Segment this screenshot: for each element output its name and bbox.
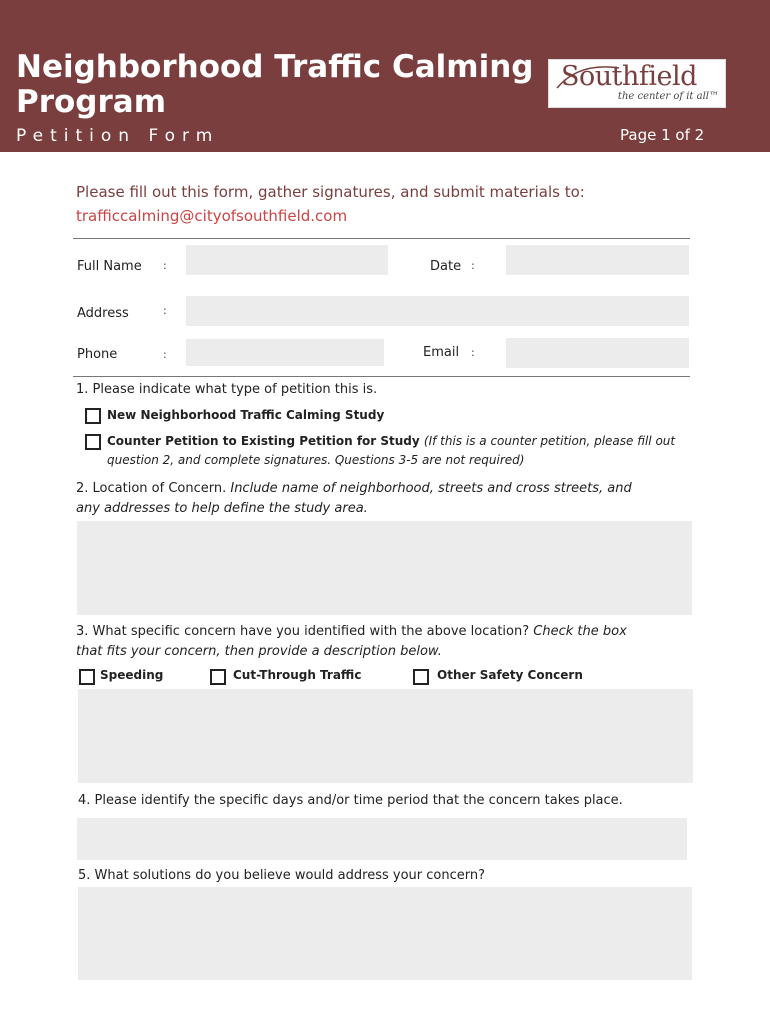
question-2-lead: 2. Location of Concern. xyxy=(76,481,227,496)
date-label: Date xyxy=(430,259,462,274)
divider xyxy=(73,376,690,377)
logo-tagline: the center of it all™ xyxy=(617,91,719,102)
counter-petition-note-continued: question 2, and complete signatures. Questions 3-5 are not required) xyxy=(107,453,525,467)
other-safety-concern-label: Other Safety Concern xyxy=(437,668,583,682)
colon: : xyxy=(163,348,167,361)
time-period-field[interactable] xyxy=(77,818,687,860)
question-3-instructions-continued: that fits your concern, then provide a description below. xyxy=(76,644,442,659)
question-2 xyxy=(76,479,696,519)
page-subtitle: Petition Form xyxy=(16,126,220,146)
question-5: 5. What solutions do you believe would address your concern? xyxy=(78,868,485,883)
logo-name: Southfield xyxy=(561,61,697,92)
email-label: Email xyxy=(423,345,460,360)
intro-instructions: Please fill out this form, gather signatures, and submit materials to: xyxy=(76,183,585,201)
cut-through-traffic-label: Cut-Through Traffic xyxy=(233,668,362,682)
full-name-label: Full Name xyxy=(77,259,142,274)
colon: : xyxy=(163,259,167,272)
question-4: 4. Please identify the specific days and/or time period that the concern takes place. xyxy=(78,793,623,808)
header-banner xyxy=(0,0,770,152)
intro-text xyxy=(76,180,696,228)
question-2-instructions: Include name of neighborhood, streets and cross streets, and xyxy=(230,481,632,496)
new-study-label: New Neighborhood Traffic Calming Study xyxy=(107,408,385,422)
question-3-instructions: Check the box xyxy=(533,624,627,639)
new-study-checkbox[interactable] xyxy=(85,408,101,424)
date-field[interactable] xyxy=(506,245,689,275)
speeding-label: Speeding xyxy=(100,668,164,682)
colon: : xyxy=(471,346,475,359)
page-number: Page 1 of 2 xyxy=(620,126,705,144)
proposed-solutions-field[interactable] xyxy=(78,887,692,980)
counter-petition-note: (If this is a counter petition, please fill out xyxy=(423,434,676,448)
question-3-lead: 3. What specific concern have you identified with the above location? xyxy=(76,624,530,639)
cut-through-traffic-checkbox[interactable] xyxy=(210,669,226,685)
other-safety-concern-checkbox[interactable] xyxy=(413,669,429,685)
phone-field[interactable] xyxy=(186,339,384,366)
counter-petition-checkbox[interactable] xyxy=(85,434,101,450)
question-3 xyxy=(76,622,696,662)
location-of-concern-field[interactable] xyxy=(77,521,692,615)
colon: : xyxy=(471,259,475,272)
page-title: Neighborhood Traffic Calming Program xyxy=(16,49,534,120)
question-1: 1. Please indicate what type of petition this is. xyxy=(76,382,378,397)
colon: : xyxy=(163,304,167,317)
address-field[interactable] xyxy=(186,296,689,326)
question-2-instructions-continued: any addresses to help define the study area. xyxy=(76,501,368,516)
email-field[interactable] xyxy=(506,338,689,368)
southfield-logo xyxy=(548,59,726,108)
counter-petition-label: Counter Petition to Existing Petition for Study xyxy=(107,434,420,448)
divider xyxy=(73,238,690,239)
speeding-checkbox[interactable] xyxy=(79,669,95,685)
address-label: Address xyxy=(77,306,129,321)
submission-email-link[interactable]: trafficcalming@cityofsouthfield.com xyxy=(76,207,348,225)
concern-description-field[interactable] xyxy=(78,689,693,783)
full-name-field[interactable] xyxy=(186,245,388,275)
phone-label: Phone xyxy=(77,347,118,362)
counter-petition-option xyxy=(107,432,692,470)
